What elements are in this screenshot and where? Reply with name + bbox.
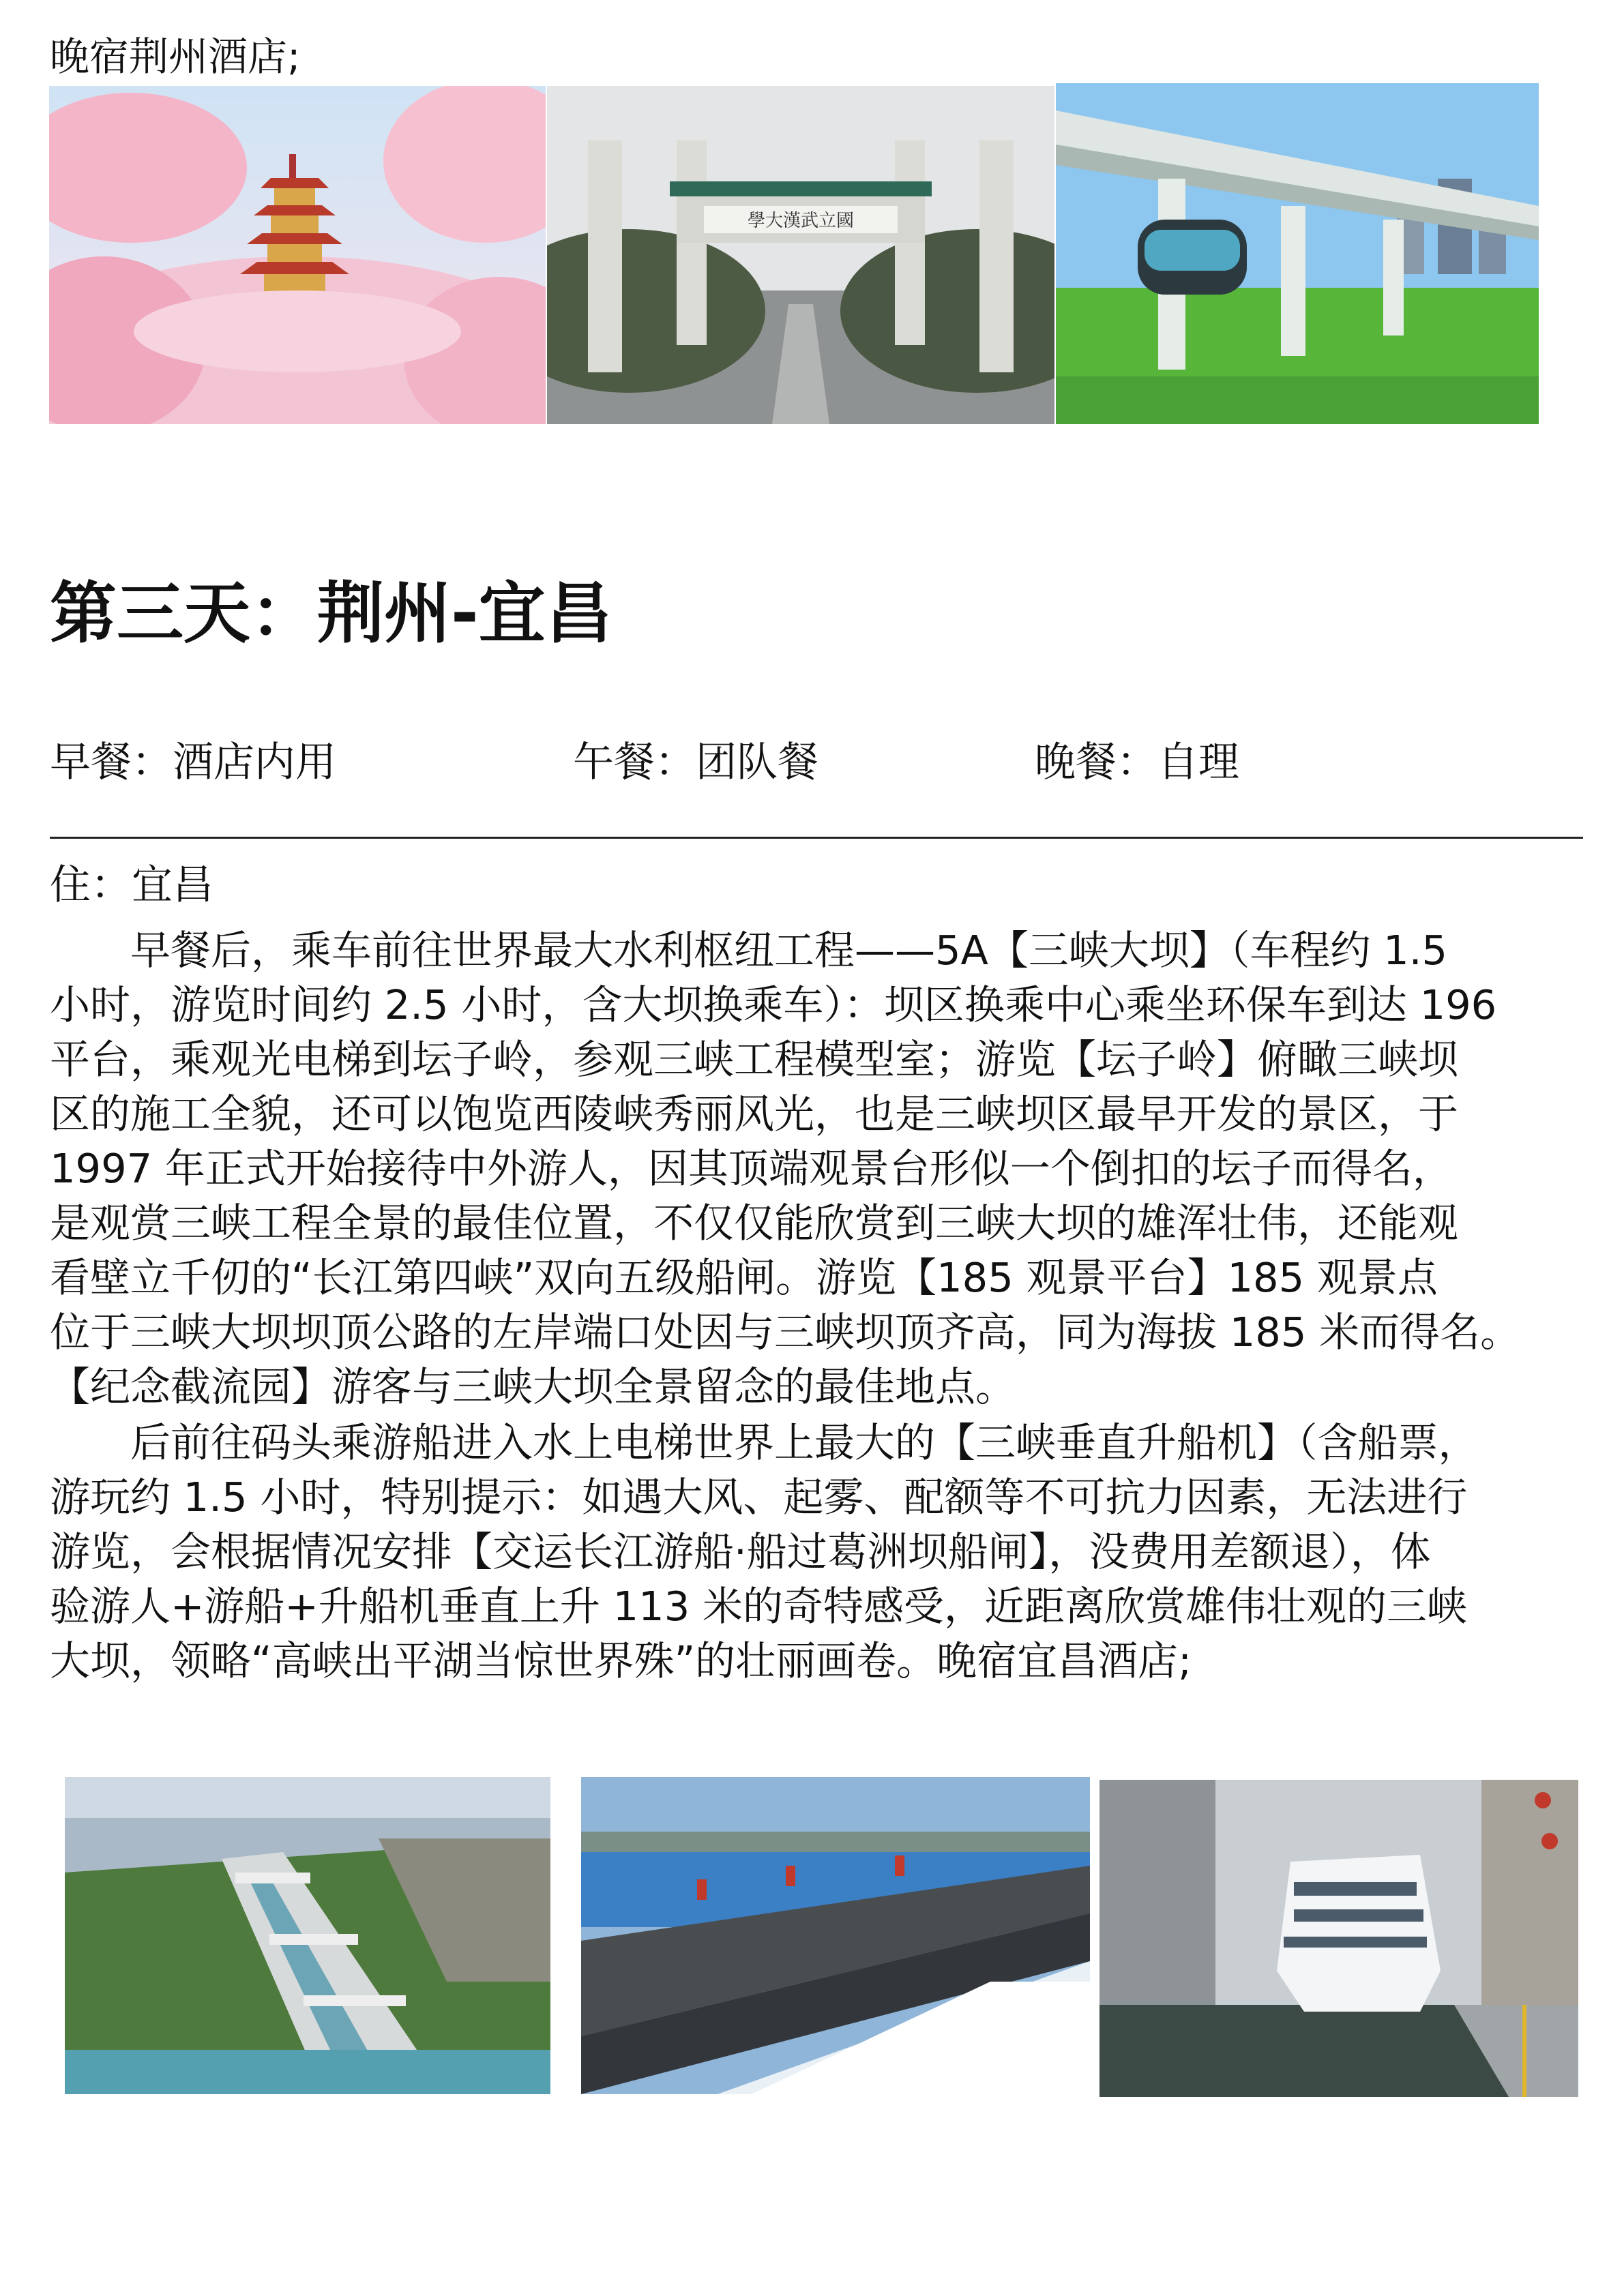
paragraph-line: 小时，游览时间约 2.5 小时，含大坝换乘车）：坝区换乘中心乘坐环保车到达 196: [50, 981, 1497, 1028]
paragraph-line: 区的施工全貌，还可以饱览西陵峡秀丽风光，也是三峡坝区最早开发的景区，于: [50, 1090, 1459, 1137]
paragraph-line: 验游人+游船+升船机垂直上升 113 米的奇特感受，近距离欣赏雄伟壮观的三峡: [50, 1583, 1467, 1630]
monorail-park-photo: [1056, 83, 1539, 424]
paragraph-line: 大坝，领略“高峡出平湖当惊世界殊”的壮丽画卷。晚宿宜昌酒店;: [50, 1637, 1192, 1684]
breakfast-info: 早餐：酒店内用: [50, 739, 336, 786]
paragraph-line: 游玩约 1.5 小时，特别提示：如遇大风、起雾、配额等不可抗力因素，无法进行: [50, 1474, 1468, 1521]
lunch-info: 午餐：团队餐: [573, 739, 818, 786]
paragraph-line: 平台，乘观光电梯到坛子岭，参观三峡工程模型室；游览【坛子岭】俯瞰三峡坝: [50, 1036, 1459, 1083]
section-divider: [50, 837, 1583, 839]
day-title: 第三天：荆州-宜昌: [50, 575, 612, 653]
paragraph-line: 【纪念截流园】游客与三峡大坝全景留念的最佳地点。: [50, 1363, 1016, 1410]
stay-line-jingzhou: 晚宿荆州酒店;: [50, 33, 301, 80]
paragraph-line: 后前往码头乘游船进入水上电梯世界上最大的【三峡垂直升船机】（含船票，: [50, 1419, 1479, 1466]
svg-text:學大漢武立國: 學大漢武立國: [747, 211, 855, 231]
paragraph-line: 位于三峡大坝坝顶公路的左岸端口处因与三峡坝顶齐高，同为海拔 185 米而得名。: [50, 1309, 1521, 1356]
ship-lock-aerial-photo: [65, 1777, 550, 2094]
dinner-info: 晚餐：自理: [1035, 739, 1239, 786]
paragraph-line: 是观赏三峡工程全景的最佳位置，不仅仅能欣赏到三峡大坝的雄浑壮伟，还能观: [50, 1199, 1459, 1247]
paragraph-line: 游览，会根据情况安排【交运长江游船·船过葛洲坝船闸】，没费用差额退），体: [50, 1528, 1431, 1575]
paragraph-line: 早餐后，乘车前往世界最大水利枢纽工程——5A【三峡大坝】（车程约 1.5: [50, 927, 1447, 974]
dam-spillway-photo: [581, 1777, 1090, 2094]
paragraph-line: 1997 年正式开始接待中外游人，因其顶端观景台形似一个倒扣的坛子而得名，: [50, 1145, 1453, 1192]
paragraph-line: 看壁立千仞的“长江第四峡”双向五级船闸。游览【185 观景平台】185 观景点: [50, 1254, 1438, 1301]
university-gate-photo: [547, 86, 1054, 424]
cherry-blossom-pagoda-photo: [49, 86, 546, 424]
stay-info: 住：宜昌: [50, 861, 213, 909]
ship-lift-cruise-photo: [1099, 1780, 1578, 2097]
